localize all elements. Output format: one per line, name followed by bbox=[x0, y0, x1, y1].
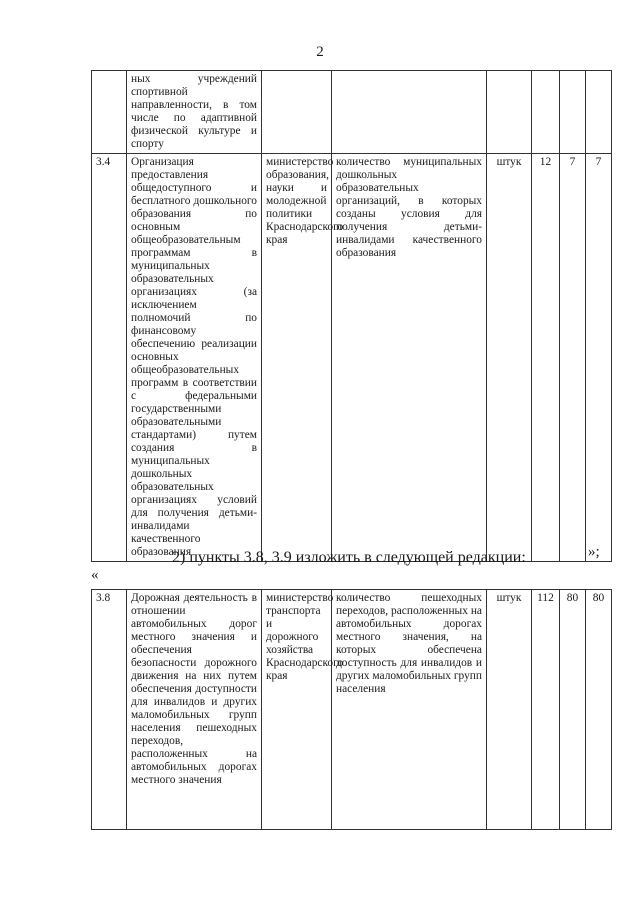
cell-value bbox=[586, 71, 612, 154]
cell-executor bbox=[262, 71, 332, 154]
cell-num: 3.8 bbox=[92, 590, 127, 830]
instruction-text: 2) пункты 3.8, 3.9 изложить в следующей редакции: bbox=[172, 549, 526, 566]
opening-quote: « bbox=[91, 567, 99, 583]
table-row bbox=[92, 71, 612, 154]
cell-unit: штук bbox=[487, 154, 532, 562]
cell-value: 7 bbox=[560, 154, 586, 562]
cell-num: 3.4 bbox=[92, 154, 127, 562]
closing-quote: »; bbox=[588, 544, 600, 560]
cell-executor: министерство транспорта и дорожного хозяйства Краснодарского края bbox=[262, 590, 332, 830]
table-row bbox=[92, 590, 612, 830]
measures-table-new bbox=[91, 589, 612, 830]
cell-num bbox=[92, 71, 127, 154]
cell-measure: Дорожная деятельность в отношении автомобильных дорог местного значения и обеспечения безопасности дорожного движения на них путем обеспечения доступности для инвалидов и других маломобильных групп населения пешеходных переходов, расположенных на автомобильных дорогах местного значения bbox=[127, 590, 262, 830]
cell-indicator bbox=[332, 71, 487, 154]
cell-value bbox=[532, 71, 560, 154]
measures-table-continuation bbox=[91, 70, 612, 562]
table-row bbox=[92, 154, 612, 562]
cell-value: 80 bbox=[586, 590, 612, 830]
cell-unit bbox=[487, 71, 532, 154]
cell-unit: штук bbox=[487, 590, 532, 830]
cell-value: 12 bbox=[532, 154, 560, 562]
cell-value bbox=[560, 71, 586, 154]
cell-value: 112 bbox=[532, 590, 560, 830]
cell-indicator: количество пешеходных переходов, расположенных на автомобильных дорогах местного значения, на которых обеспечена доступность для инвалидов и других маломобильных групп населения bbox=[332, 590, 487, 830]
page-number: 2 bbox=[316, 44, 324, 60]
cell-executor: министерство образования, науки и молодежной политики Краснодарского края bbox=[262, 154, 332, 562]
cell-value: 7 bbox=[586, 154, 612, 562]
cell-indicator: количество муниципальных дошкольных образовательных организаций, в которых созданы условия для получения детьми-инвалидами качественного образования bbox=[332, 154, 487, 562]
cell-value: 80 bbox=[560, 590, 586, 830]
cell-measure: ных учреждений спортивной направленности, в том числе по адаптивной физической культуре и спорту bbox=[127, 71, 262, 154]
cell-measure: Организация предоставления общедоступного и бесплатного дошкольного образования по основным общеобразовательным программам в муниципальных образовательных организациях (за исключением полномочий по финансовому обеспечению реализации основных общеобразовательных программ в соответствии с федеральными государственными образовательными стандартами) путем создания в муниципальных дошкольных образовательных организациях условий для получения детьми-инвалидами качественного образования bbox=[127, 154, 262, 562]
